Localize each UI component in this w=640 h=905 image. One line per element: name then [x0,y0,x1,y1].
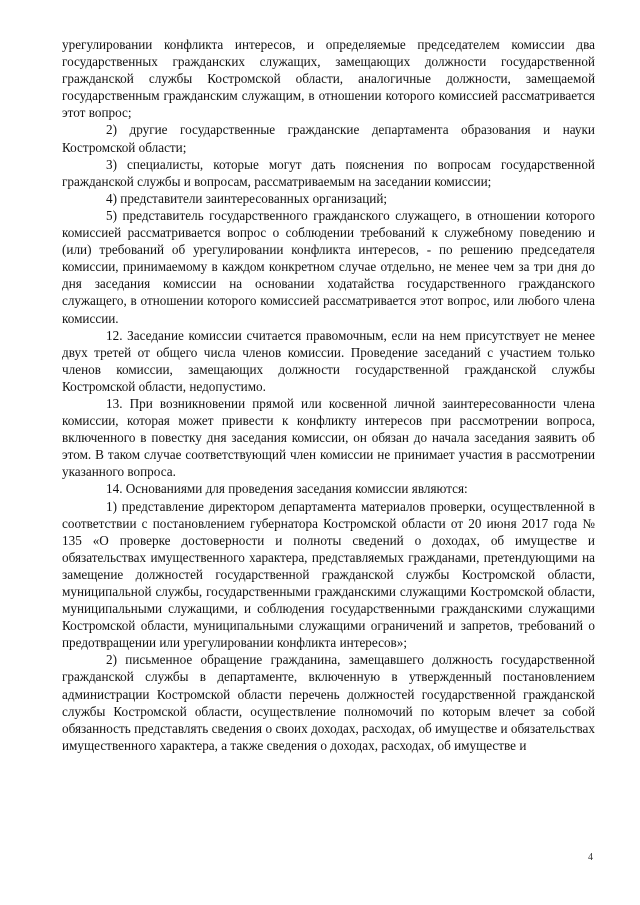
paragraph: 5) представитель государственного гражданского служащего, в отношении которого комиссией рассматривается вопрос о соблюдении требований к служебному поведению и (или) требований об урегулировании конфликта интересов, - по решению председателя комиссии, принимаемому в каждом конкретном случае отдельно, не менее чем за три дня до дня заседания комиссии на основании ходатайства государственного гражданского служащего, в отношении которого комиссией рассматривается этот вопрос, или любого члена комиссии. [62,207,595,326]
paragraph: 12. Заседание комиссии считается правомочным, если на нем присутствует не менее двух третей от общего числа членов комиссии. Проведение заседаний с участием только членов комиссии, замещающих должности государственной гражданской службы Костромской области, недопустимо. [62,327,595,394]
paragraph: 3) специалисты, которые могут дать пояснения по вопросам государственной гражданской службы и вопросам, рассматриваемым на заседании комиссии; [62,156,595,189]
paragraph: 14. Основаниями для проведения заседания комиссии являются: [106,481,468,497]
paragraph: 4) представители заинтересованных организаций; [106,190,388,206]
document-body [62,36,595,754]
paragraph: 1) представление директором департамента материалов проверки, осуществленной в соответствии с постановлением губернатора Костромской области от 20 июня 2017 года № 135 «О проверке достоверности и полноты сведений о доходах, об имуществе и обязательствах имущественного характера, представляемых гражданами, претендующими на замещение должностей государственной гражданской службы Костромской области, муниципальной службы, государственными гражданскими служащими Костромской области, муниципальными служащими, и соблюдения государственными гражданскими служащими Костромской области, муниципальными служащими ограничений и запретов, требований о предотвращении или урегулировании конфликта интересов»; [62,498,595,651]
paragraph: 2) письменное обращение гражданина, замещавшего должность государственной гражданской службы в департаменте, включенную в утвержденный постановлением администрации Костромской области перечень должностей государственной гражданской службы Костромской области, осуществление полномочий по которым влечет за собой обязанность представлять сведения о своих доходах, расходах, об имуществе и обязательствах имущественного характера, а также сведения о доходах, расходах, об имуществе и [62,652,595,753]
paragraph: 13. При возникновении прямой или косвенной личной заинтересованности члена комиссии, которая может привести к конфликту интересов при рассмотрении вопроса, включенного в повестку дня заседания комиссии, он обязан до начала заседания заявить об этом. В таком случае соответствующий член комиссии не принимает участия в рассмотрении указанного вопроса. [62,395,595,480]
page-number: 4 [588,852,593,863]
paragraph: урегулировании конфликта интересов, и определяемые председателем комиссии два государственных гражданских служащих, замещающих должности государственной гражданской службы Костромской области, аналогичные должности, замещаемой государственным гражданским служащим, в отношении которого комиссией рассматривается этот вопрос; [62,37,595,121]
paragraph: 2) другие государственные гражданские департамента образования и науки Костромской области; [62,122,595,155]
